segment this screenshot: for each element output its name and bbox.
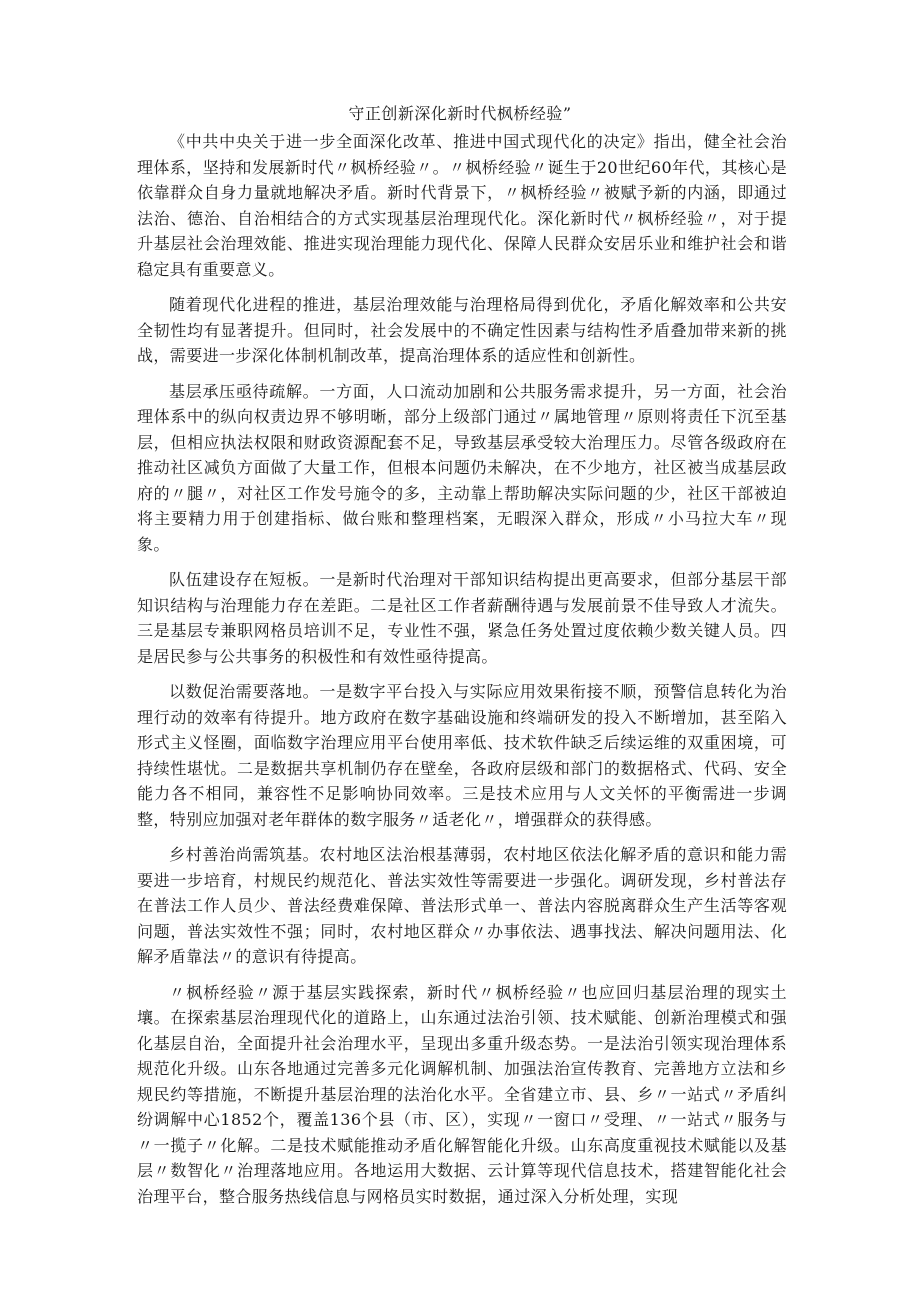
paragraph-grassroots-pressure: 基层承压亟待疏解。一方面，人口流动加剧和公共服务需求提升，另一方面，社会治理体系中的纵向权责边界不够明晰，部分上级部门通过〃属地管理〃原则将责任下沉至基层，但相应执法权限和财政资源配套不足，导致基层承受较大治理压力。尽管各级政府在推动社区减负方面做了大量工作，但根本问题仍未解决，在不少地方，社区被当成基层政府的〃腿〃，对社区工作发号施令的多，主动靠上帮助解决实际问题的少，社区干部被迫将主要精力用于创建指标、做台账和整理档案，无暇深入群众，形成〃小马拉大车〃现象。 [137,381,787,554]
paragraph-rural-governance: 乡村善治尚需筑基。农村地区法治根基薄弱，农村地区依法化解矛盾的意识和能力需要进一步培育，村规民约规范化、普法实效性等需要进一步强化。调研发现，乡村普法存在普法工作人员少、普法经费难保障、普法形式单一、普法内容脱离群众生产生活等客观问题，普法实效性不强；同时，农村地区群众〃办事依法、遇事找法、解决问题用法、化解矛盾靠法〃的意识有待提高。 [137,845,787,966]
paragraph-shandong-practice: 〃枫桥经验〃源于基层实践探索，新时代〃枫桥经验〃也应回归基层治理的现实土壤。在探索基层治理现代化的道路上，山东通过法治引领、技术赋能、创新治理模式和强化基层自治，全面提升社会治理水平，呈现出多重升级态势。一是法治引领实现治理体系规范化升级。山东各地通过完善多元化调解机制、加强法治宣传教育、完善地方立法和乡规民约等措施，不断提升基层治理的法治化水平。全省建立市、县、乡〃一站式〃矛盾纠纷调解中心1852个，覆盖136个县（市、区），实现〃一窗口〃受理、〃一站式〃服务与〃一揽子〃化解。二是技术赋能推动矛盾化解智能化升级。山东高度重视技术赋能以及基层〃数智化〃治理落地应用。各地运用大数据、云计算等现代信息技术，搭建智能化社会治理平台，整合服务热线信息与网格员实时数据，通过深入分析处理，实现 [137,982,787,1206]
paragraph-team-building: 队伍建设存在短板。一是新时代治理对干部知识结构提出更高要求，但部分基层干部知识结构与治理能力存在差距。二是社区工作者薪酬待遇与发展前景不佳导致人才流失。三是基层专兼职网格员培训不足，专业性不强，紧急任务处置过度依赖少数关键人员。四是居民参与公共事务的积极性和有效性亟待提高。 [137,570,787,666]
document-body [137,129,787,1219]
paragraph-digital-governance: 以数促治需要落地。一是数字平台投入与实际应用效果衔接不顺，预警信息转化为治理行动的效率有待提升。地方政府在数字基础设施和终端研发的投入不断增加，甚至陷入形式主义怪圈，面临数字治理应用平台使用率低、技术软件缺乏后续运维的双重困境，可持续性堪忧。二是数据共享机制仍存在壁垒，各政府层级和部门的数据格式、代码、安全能力各不相同，兼容性不足影响协同效率。三是技术应用与人文关怀的平衡需进一步调整，特别应加强对老年群体的数字服务〃适老化〃，增强群众的获得感。 [137,682,787,829]
paragraph-modernization: 随着现代化进程的推进，基层治理效能与治理格局得到优化，矛盾化解效率和公共安全韧性均有显著提升。但同时，社会发展中的不确定性因素与结构性矛盾叠加带来新的挑战，需要进一步深化体制机制改革，提高治理体系的适应性和创新性。 [137,295,787,365]
paragraph-intro: 《中共中央关于进一步全面深化改革、推进中国式现代化的决定》指出，健全社会治理体系，坚持和发展新时代〃枫桥经验〃。〃枫桥经验〃诞生于20世纪60年代，其核心是依靠群众自身力量就地解决矛盾。新时代背景下，〃枫桥经验〃被赋予新的内涵，即通过法治、德治、自治相结合的方式实现基层治理现代化。深化新时代〃枫桥经验〃，对于提升基层社会治理效能、推进实现治理能力现代化、保障人民群众安居乐业和维护社会和谐稳定具有重要意义。 [137,132,787,279]
document-title: 守正创新深化新时代枫桥经验” [348,104,572,123]
